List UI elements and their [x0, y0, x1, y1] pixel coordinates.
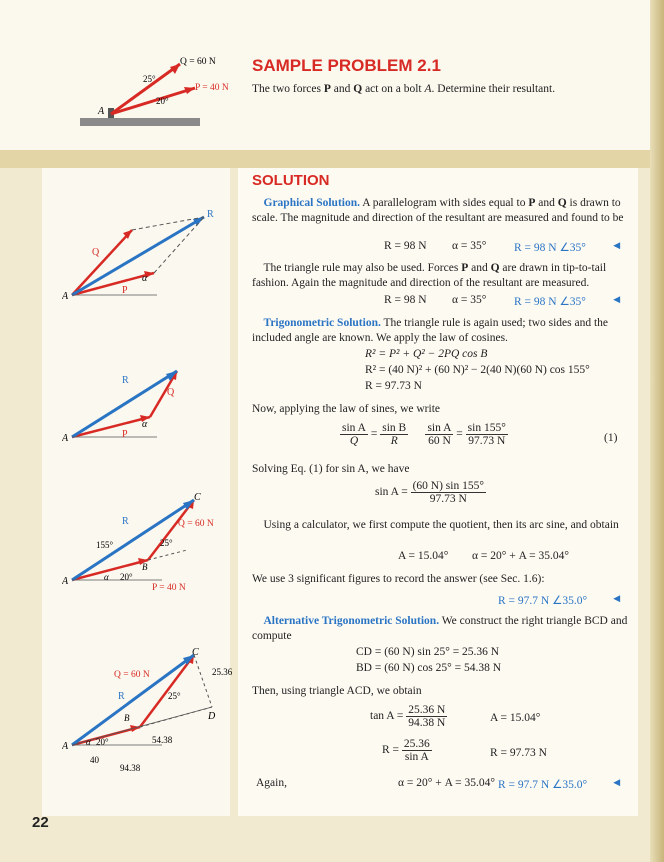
point-A: A — [62, 433, 69, 444]
angle-25: 25° — [168, 691, 181, 701]
result-alpha: α = 35° — [452, 240, 487, 252]
label-P: P — [122, 429, 128, 440]
label-P: P = 40 N — [152, 583, 186, 592]
angle-25: 25° — [143, 74, 156, 84]
point-A: A — [62, 741, 69, 752]
trig-paragraph: Trigonometric Solution. The triangle rule is again used; two sides and the included angle are known. We apply the law of cosines. — [252, 317, 609, 344]
solving-text: Solving Eq. (1) for sin A, we have — [252, 463, 410, 475]
CD-equation: CD = (60 N) sin 25° = 25.36 N — [356, 646, 500, 658]
tanA-result: A = 15.04° — [490, 712, 541, 724]
problem-statement: The two forces P and Q act on a bolt A. Determine their resultant. — [252, 83, 556, 95]
result-vector: R = 98 N ∠35° — [514, 242, 586, 254]
solution-title: SOLUTION — [252, 172, 330, 189]
force-P-arrow — [111, 88, 195, 114]
then-text: Then, using triangle ACD, we obtain — [252, 685, 422, 697]
label-alpha: α — [104, 572, 109, 582]
again-alpha: α = 20° + A = 35.04° — [398, 777, 495, 789]
divider-band — [0, 150, 664, 168]
answer-marker: ◄ — [611, 777, 623, 789]
label-alpha: α — [142, 419, 148, 430]
result2-vector: R = 98 N ∠35° — [514, 296, 586, 308]
point-B: B — [124, 713, 130, 723]
right-triangle-figure — [62, 645, 237, 785]
label-Q: Q = 60 N — [180, 57, 216, 67]
problem-figure — [80, 52, 230, 132]
result-R: R = 98 N — [384, 240, 427, 252]
point-A: A — [62, 576, 69, 587]
final-answer-1: R = 97.7 N ∠35.0° — [498, 595, 588, 607]
label-R: R — [122, 375, 129, 386]
label-Q: Q = 60 N — [114, 670, 150, 680]
page-edge — [650, 0, 664, 862]
label-R: R — [122, 516, 129, 527]
parallelogram-figure — [62, 205, 232, 315]
answer-marker: ◄ — [611, 240, 623, 252]
label-alpha: α — [142, 273, 148, 284]
force-Q-arrow — [111, 64, 180, 114]
sigfig-text: We use 3 significant figures to record the answer (see Sec. 1.6): — [252, 573, 545, 585]
final-answer-2: R = 97.7 N ∠35.0° — [498, 779, 588, 791]
point-C: C — [194, 492, 201, 503]
law-of-sines-figure — [62, 492, 232, 592]
law-of-cosines-2: R² = (40 N)² + (60 N)² − 2(40 N)(60 N) cos 155° — [365, 364, 590, 376]
label-alpha: α — [86, 737, 91, 747]
len-40: 40 — [90, 755, 99, 765]
triangle-paragraph: The triangle rule may also be used. Forces P and Q are drawn in tip-to-tail fashion. Again the magnitude and direction of the resultant are measured. — [252, 262, 607, 289]
tanA-equation: tan A = $\frac{25.36 N}{94.38 N}$ — [370, 704, 446, 729]
alt-paragraph: Alternative Trigonometric Solution. We construct the right triangle BCD and compute — [252, 615, 628, 642]
BD-equation: BD = (60 N) cos 25° = 54.38 N — [356, 662, 502, 674]
alpha-value: α = 20° + A = 35.04° — [472, 550, 569, 562]
label-Q: Q — [92, 247, 100, 258]
point-C: C — [192, 647, 199, 658]
page-number: 22 — [32, 814, 49, 831]
law-of-cosines-3: R = 97.73 N — [365, 380, 422, 392]
law-of-cosines-1: R² = P² + Q² − 2PQ cos B — [365, 348, 488, 360]
angle-20: 20° — [156, 96, 169, 106]
equation-number: (1) — [604, 432, 618, 444]
label-Q: Q = 60 N — [178, 519, 214, 529]
R-equation: R = $\frac{25.36}{\text{sin A}}$ — [382, 738, 430, 763]
label-R: R — [118, 691, 125, 702]
calc-paragraph: Using a calculator, we first compute the quotient, then its arc sine, and obtain — [263, 519, 619, 531]
label-Q: Q — [167, 387, 175, 398]
point-B: B — [142, 562, 148, 572]
len-94-38: 94.38 — [120, 763, 141, 773]
angle-20: 20° — [96, 737, 109, 747]
result2-R: R = 98 N — [384, 294, 427, 306]
result2-alpha: α = 35° — [452, 294, 487, 306]
point-A: A — [62, 291, 69, 302]
answer-marker: ◄ — [611, 593, 623, 605]
sinA-equation: sin A = $\frac{(60 N) \sin 155^\circ}{97.73 N}$ — [375, 480, 484, 505]
len-54-38: 54.38 — [152, 735, 173, 745]
triangle-figure — [62, 365, 232, 445]
len-25-36: 25.36 — [212, 667, 233, 677]
angle-20: 20° — [120, 572, 133, 582]
R-result: R = 97.73 N — [490, 747, 547, 759]
problem-title: SAMPLE PROBLEM 2.1 — [252, 56, 441, 75]
point-A: A — [98, 106, 105, 117]
again-text: Again, — [256, 777, 287, 789]
A-value: A = 15.04° — [398, 550, 449, 562]
law-of-sines-eq: $\frac{\text{sin A}}{Q}$ = $\frac{\text{sin B}}{R}$ $\frac{\text{sin A}}{60 N}$ = $\frac{\sin 155^\circ}{97.73 N}$ — [342, 422, 506, 447]
label-P: P — [122, 285, 128, 296]
angle-155: 155° — [96, 540, 114, 550]
ground — [80, 118, 200, 126]
answer-marker: ◄ — [611, 294, 623, 306]
sines-text: Now, applying the law of sines, we write — [252, 403, 441, 415]
label-P: P = 40 N — [195, 83, 229, 93]
point-D: D — [208, 711, 216, 722]
angle-25: 25° — [160, 538, 173, 548]
graphical-paragraph: Graphical Solution. A parallelogram with sides equal to P and Q is drawn to scale. The magnitude and direction of the resultant are measured and found to be — [252, 197, 624, 224]
label-R: R — [207, 209, 214, 220]
